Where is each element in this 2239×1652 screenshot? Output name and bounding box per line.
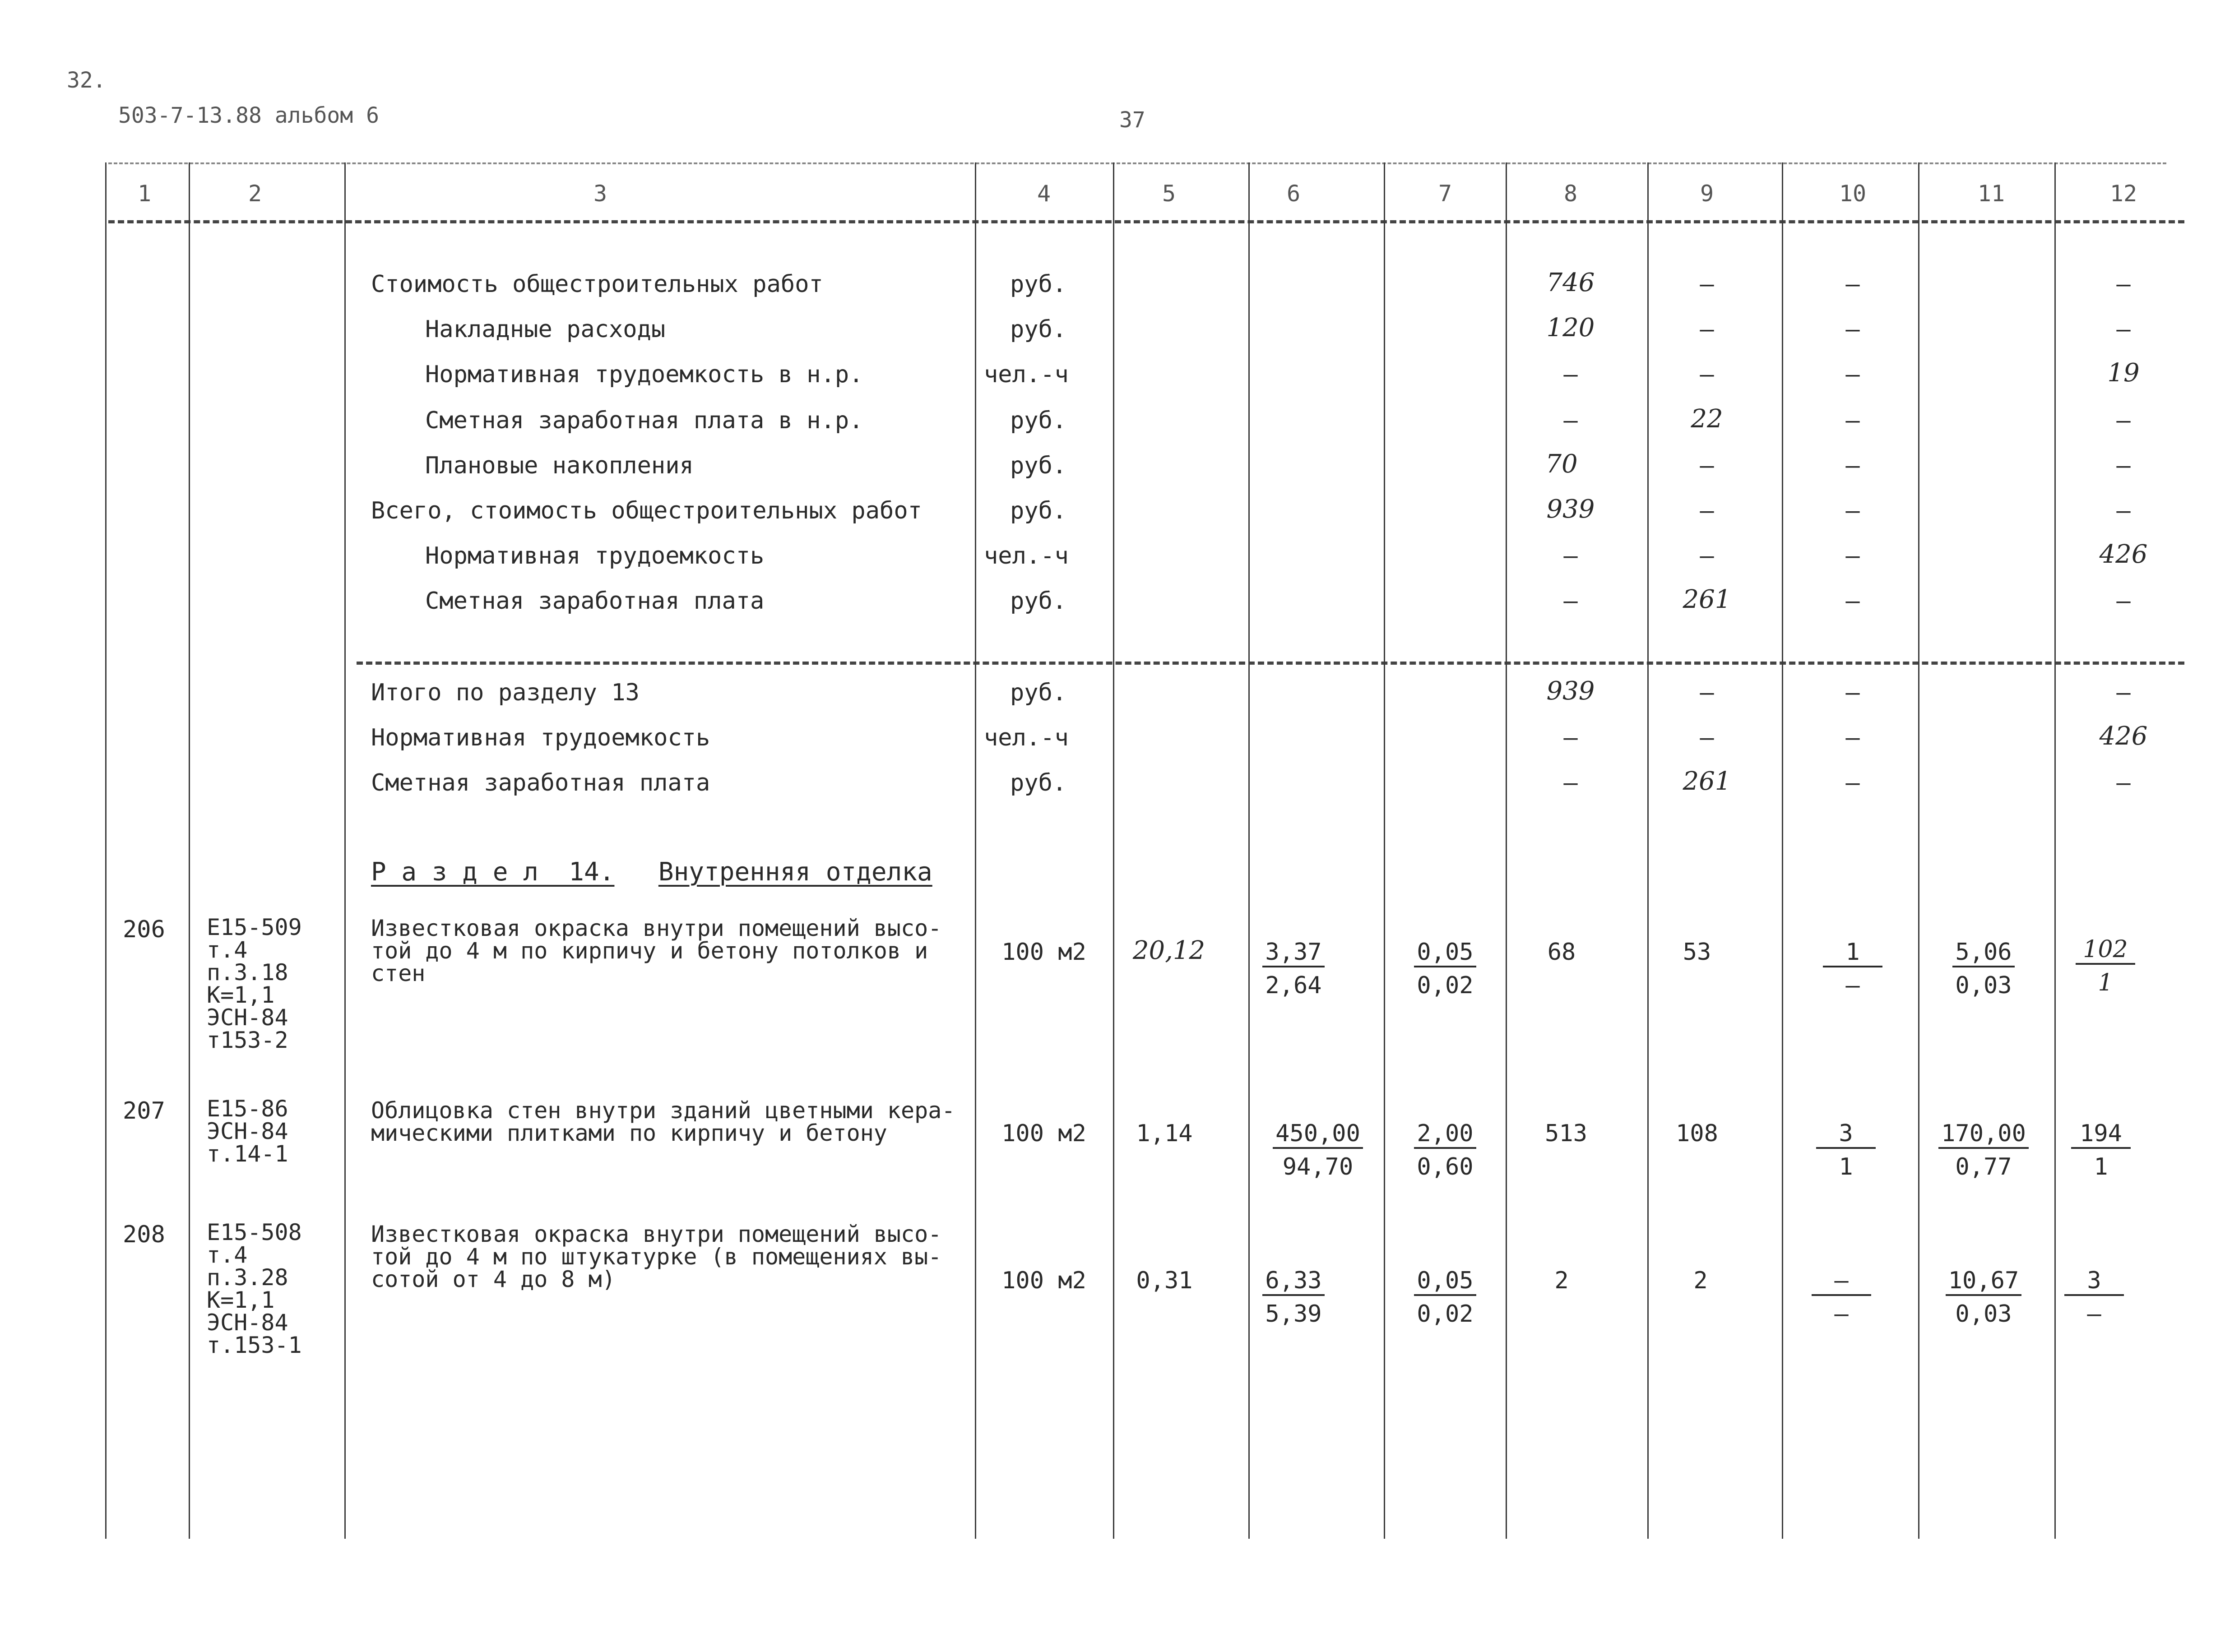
summary-row-col12: – <box>2116 497 2131 524</box>
summary-row-col12: 19 <box>2107 358 2140 388</box>
code-line: Е15-508 <box>207 1219 302 1245</box>
item-col7: $\frac{2,00}{0,60}$ <box>1395 1120 1495 1180</box>
summary-row-col12: – <box>2116 271 2131 298</box>
code-line: п.3.18 <box>207 959 288 986</box>
column-divider <box>1918 162 1919 1539</box>
column-divider <box>1384 162 1385 1539</box>
summary-row-unit: руб. <box>1010 452 1067 479</box>
column-number: 5 <box>1162 180 1176 207</box>
totals-separator <box>357 662 2184 665</box>
summary-row-label: Всего, стоимость общестроительных работ <box>371 497 922 524</box>
item-col12: $\frac{102}{1}$ <box>2056 936 2155 996</box>
summary-row-label: Накладные расходы <box>425 316 666 343</box>
summary-row-col9: – <box>1700 271 1714 298</box>
summary-row-col8: – <box>1563 361 1578 388</box>
summary-row-col9: – <box>1700 361 1714 388</box>
item-col7: $\frac{0,05}{0,02}$ <box>1395 939 1495 999</box>
code-line: Е15-86 <box>207 1096 288 1122</box>
item-number: 208 <box>123 1221 165 1248</box>
code-line: т153-2 <box>207 1027 288 1053</box>
column-number: 3 <box>593 180 607 207</box>
item-code <box>207 916 302 1051</box>
code-line: п.3.28 <box>207 1264 288 1291</box>
item-col11: $\frac{5,06}{0,03}$ <box>1934 939 2033 999</box>
totals-row-unit: чел.-ч <box>984 724 1069 751</box>
item-col10: – – <box>1792 1267 1891 1328</box>
description-line: той до 4 м по кирпичу и бетону потолков и <box>371 938 928 964</box>
summary-row-col9: 261 <box>1683 585 1731 614</box>
description-line: Известковая окраска внутри помещений высо- <box>371 1221 942 1247</box>
summary-row-label: Сметная заработная плата <box>425 588 765 615</box>
summary-row-col8: – <box>1563 407 1578 434</box>
item-col10: $\frac{3}{1}$ <box>1796 1120 1896 1180</box>
summary-row-col9: 22 <box>1691 404 1723 434</box>
item-col7: $\frac{0,05}{0,02}$ <box>1395 1267 1495 1328</box>
summary-row-unit: руб. <box>1010 271 1067 298</box>
column-number: 6 <box>1286 180 1301 207</box>
summary-row-col12: – <box>2116 588 2131 615</box>
summary-row-col8: 70 <box>1545 449 1578 479</box>
column-number: 12 <box>2109 180 2137 207</box>
item-col8: 2 <box>1554 1267 1569 1294</box>
code-line: К=1,1 <box>207 1287 275 1313</box>
column-divider <box>1782 162 1783 1539</box>
item-col6: $\frac{6,33}{5,39}$ <box>1244 1267 1343 1328</box>
column-number: 10 <box>1839 180 1867 207</box>
totals-row-unit: руб. <box>1010 679 1067 706</box>
summary-row-col8: 120 <box>1546 313 1595 342</box>
summary-row-col8: 746 <box>1546 268 1595 297</box>
summary-row-col9: – <box>1700 542 1714 569</box>
summary-row-col10: – <box>1845 407 1860 434</box>
summary-row-col10: – <box>1845 542 1860 569</box>
column-number: 9 <box>1700 180 1714 207</box>
column-number: 1 <box>137 180 152 207</box>
section-title: Внутренняя отделка <box>658 857 932 887</box>
totals-row-col8: – <box>1563 769 1578 796</box>
description-line: сотой от 4 до 8 м) <box>371 1266 616 1292</box>
totals-row-col8: 939 <box>1546 676 1595 706</box>
item-col12: $\frac{194}{1}$ <box>2051 1120 2151 1180</box>
item-description <box>371 917 941 985</box>
description-line: той до 4 м по штукатурке (в помещениях вы- <box>371 1244 942 1270</box>
item-col9: 108 <box>1676 1120 1718 1147</box>
summary-row-label: Плановые накопления <box>425 452 694 479</box>
summary-row-col12: – <box>2116 407 2131 434</box>
summary-row-unit: руб. <box>1010 497 1067 524</box>
column-divider <box>975 162 976 1539</box>
header-bottom-border <box>108 220 2184 223</box>
code-line: т.14-1 <box>207 1141 288 1167</box>
summary-row-col9: – <box>1700 497 1714 524</box>
summary-row-label: Нормативная трудоемкость <box>425 542 765 569</box>
code-line: т.4 <box>207 1242 248 1268</box>
document-reference: 503-7-13.88 альбом 6 <box>118 103 379 128</box>
summary-row-col10: – <box>1845 588 1860 615</box>
section-heading <box>371 857 932 887</box>
summary-row-unit: руб. <box>1010 407 1067 434</box>
column-divider <box>2054 162 2056 1539</box>
table-top-border <box>108 162 2166 164</box>
description-line: Облицовка стен внутри зданий цветными кера- <box>371 1097 955 1124</box>
code-line: т.4 <box>207 937 248 963</box>
totals-row-col12: – <box>2116 769 2131 796</box>
column-divider <box>1506 162 1507 1539</box>
totals-row-col12: – <box>2116 679 2131 706</box>
summary-row-col12: – <box>2116 452 2131 479</box>
page-mark: 32. <box>67 68 106 93</box>
totals-row-label: Сметная заработная плата <box>371 769 710 796</box>
column-divider <box>1113 162 1114 1539</box>
summary-row-unit: руб. <box>1010 316 1067 343</box>
item-unit: 100 м2 <box>1001 1120 1086 1147</box>
summary-row-col12: – <box>2116 316 2131 343</box>
summary-row-label: Сметная заработная плата в н.р. <box>425 407 863 434</box>
totals-row-label: Нормативная трудоемкость <box>371 724 710 751</box>
summary-row-unit: чел.-ч <box>984 361 1069 388</box>
item-quantity: 20,12 <box>1132 936 1205 965</box>
summary-row-col10: – <box>1845 361 1860 388</box>
code-line: Е15-509 <box>207 914 302 940</box>
item-col6: $\frac{3,37}{2,64}$ <box>1244 939 1343 999</box>
description-line: мическими плитками по кирпичу и бетону <box>371 1120 887 1146</box>
item-col9: 2 <box>1693 1267 1708 1294</box>
item-code <box>207 1221 302 1356</box>
totals-row-col12: 426 <box>2099 722 2148 751</box>
code-line: ЭСН-84 <box>207 1310 288 1336</box>
section-prefix: Р а з д е л 14. <box>371 857 615 887</box>
summary-row-col10: – <box>1845 497 1860 524</box>
description-line: Известковая окраска внутри помещений высо- <box>371 915 942 941</box>
summary-row-unit: чел.-ч <box>984 542 1069 569</box>
code-line: ЭСН-84 <box>207 1118 288 1144</box>
item-number: 207 <box>123 1097 165 1124</box>
column-divider <box>105 162 107 1539</box>
totals-row-col10: – <box>1845 724 1860 751</box>
column-divider <box>344 162 346 1539</box>
item-number: 206 <box>123 916 165 943</box>
item-col11: $\frac{10,67}{0,03}$ <box>1934 1267 2033 1328</box>
item-col12: 3 – <box>2044 1267 2144 1328</box>
item-col6: $\frac{450,00}{94,70}$ <box>1268 1120 1368 1180</box>
totals-row-col9: – <box>1700 724 1714 751</box>
totals-row-col10: – <box>1845 679 1860 706</box>
summary-row-label: Стоимость общестроительных работ <box>371 271 823 298</box>
item-quantity: 0,31 <box>1136 1267 1193 1294</box>
column-number: 2 <box>248 180 262 207</box>
summary-row-col10: – <box>1845 316 1860 343</box>
item-col10: 1 – <box>1803 939 1902 999</box>
column-number: 7 <box>1438 180 1452 207</box>
code-line: т.153-1 <box>207 1332 302 1358</box>
summary-row-label: Нормативная трудоемкость в н.р. <box>425 361 863 388</box>
column-number: 8 <box>1563 180 1578 207</box>
summary-row-col9: – <box>1700 452 1714 479</box>
summary-row-col12: 426 <box>2099 540 2148 569</box>
item-col11: $\frac{170,00}{0,77}$ <box>1934 1120 2033 1180</box>
code-line: К=1,1 <box>207 982 275 1008</box>
summary-row-col10: – <box>1845 271 1860 298</box>
item-description <box>371 1099 955 1144</box>
totals-row-unit: руб. <box>1010 769 1067 796</box>
summary-row-col9: – <box>1700 316 1714 343</box>
description-line: стен <box>371 960 426 986</box>
item-quantity: 1,14 <box>1136 1120 1193 1147</box>
item-col8: 68 <box>1547 939 1576 966</box>
totals-row-col9: – <box>1700 679 1714 706</box>
summary-row-col8: – <box>1563 588 1578 615</box>
item-col9: 53 <box>1683 939 1711 966</box>
page-number: 37 <box>1119 107 1145 133</box>
column-divider <box>1647 162 1649 1539</box>
item-unit: 100 м2 <box>1001 939 1086 966</box>
totals-row-col9: 261 <box>1683 767 1731 796</box>
item-unit: 100 м2 <box>1001 1267 1086 1294</box>
summary-row-col8: – <box>1563 542 1578 569</box>
totals-row-label: Итого по разделу 13 <box>371 679 640 706</box>
column-number: 4 <box>1037 180 1051 207</box>
totals-row-col8: – <box>1563 724 1578 751</box>
code-line: ЭСН-84 <box>207 1004 288 1031</box>
item-code <box>207 1097 288 1165</box>
summary-row-unit: руб. <box>1010 588 1067 615</box>
column-divider <box>189 162 190 1539</box>
item-col8: 513 <box>1545 1120 1587 1147</box>
item-description <box>371 1223 941 1291</box>
totals-row-col10: – <box>1845 769 1860 796</box>
summary-row-col10: – <box>1845 452 1860 479</box>
summary-row-col8: 939 <box>1546 495 1595 524</box>
column-number: 11 <box>1977 180 2005 207</box>
column-divider <box>1248 162 1250 1539</box>
